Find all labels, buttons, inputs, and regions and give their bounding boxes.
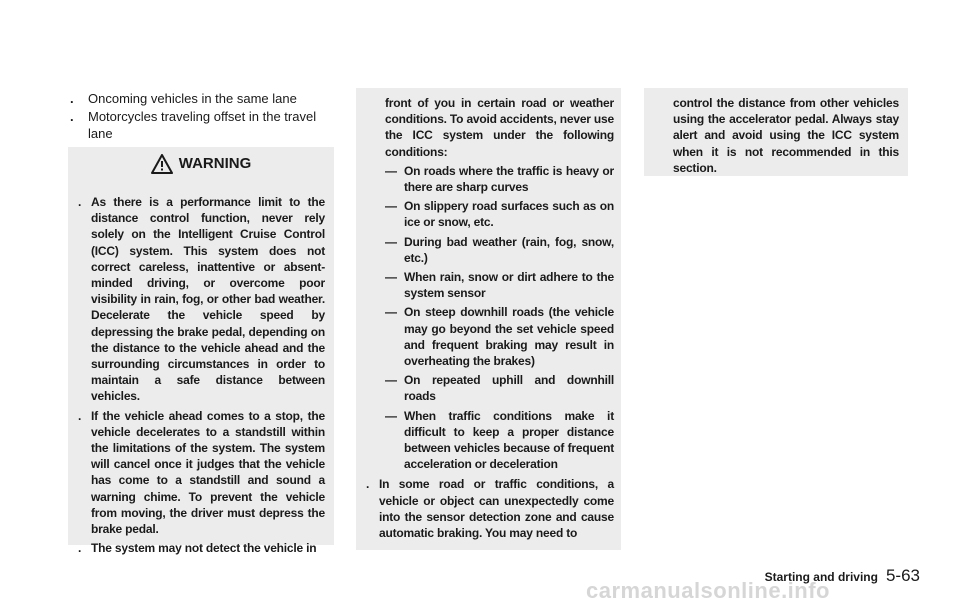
list-item (366, 234, 614, 266)
list-item (78, 408, 325, 538)
dash-mark: — (385, 270, 397, 285)
condition-text: On slippery road surfaces such as on ice or snow, etc. (404, 199, 614, 230)
list-item (366, 198, 614, 230)
dash-mark: — (385, 373, 397, 388)
bullet-mark: . (70, 91, 74, 106)
page-number: 5-63 (885, 566, 920, 585)
intro-bullet-list (68, 90, 338, 143)
dash-mark: — (385, 199, 397, 214)
warning-box-continued (356, 88, 621, 550)
list-item (366, 476, 614, 541)
dash-mark: — (385, 408, 397, 423)
list-item (366, 408, 614, 473)
list-item (78, 194, 325, 405)
bullet-mark: . (70, 109, 74, 124)
condition-text: On repeated uphill and downhill roads (404, 373, 614, 404)
dash-mark: — (385, 305, 397, 320)
bullet-mark: . (78, 408, 82, 423)
warning-continuation (366, 95, 614, 541)
bullet-text: In some road or traffic conditions, a vehicle or object can unexpectedly come into the sensor detection zone and cause automatic braking. You may need to (379, 477, 614, 541)
bullet-text: As there is a performance limit to the distance control function, never rely solely on the Intelligent Cruise Control (ICC) system. This system does not correct careless, inattentive or absent-minded driving, or overcome poor visibility in rain, fog, or other bad weather. Decelerate the vehicle speed by depressing the brake pedal, depending on the distance to the vehicle ahead and the surrounding circumstances in order to maintain a safe distance between vehicles. (91, 195, 325, 404)
warning-end-text: control the distance from other vehicles using the accelerator pedal. Always stay alert and avoid using the ICC system when it is not recommended in this section. (673, 96, 899, 175)
bullet-text: The system may not detect the vehicle in (91, 541, 317, 556)
list-item (68, 90, 338, 107)
bullet-text: If the vehicle ahead comes to a stop, the vehicle decelerates to a standstill within the limitations of the system. The system will cancel once it judges that the vehicle has come to a standstill and sound a warning chime. To prevent the vehicle from moving, the driver must depress the brake pedal. (91, 408, 325, 537)
section-title: Starting and driving (764, 570, 878, 584)
conditions-list (366, 163, 614, 473)
warning-header (68, 147, 334, 181)
condition-text: On roads where the traffic is heavy or there are sharp curves (404, 163, 614, 195)
warning-triangle-icon (151, 154, 173, 174)
list-item (366, 269, 614, 301)
bullet-text: Oncoming vehicles in the same lane (88, 91, 297, 106)
list-item (68, 108, 338, 142)
dash-mark: — (385, 163, 397, 178)
warning-bullet-list-2 (366, 476, 614, 541)
list-item (366, 163, 614, 195)
condition-text: During bad weather (rain, fog, snow, etc.) (404, 234, 614, 265)
condition-text: On steep downhill roads (the vehicle may go beyond the set vehicle speed and frequent braking may result in overheating the brakes) (404, 305, 614, 369)
warning-bullet-list (78, 194, 325, 559)
condition-text: When traffic conditions make it difficult to keep a proper distance between vehicles because of frequent acceleration or deceleration (404, 408, 614, 472)
bullet-mark: . (78, 541, 82, 556)
bullet-mark: . (78, 195, 82, 209)
bullet-mark: . (366, 477, 370, 492)
warning-title: WARNING (178, 154, 252, 172)
list-item (78, 540, 325, 556)
continuation-text: front of you in certain road or weather conditions. To avoid accidents, never use the ICC system under the following conditions: (385, 96, 614, 159)
condition-text: When rain, snow or dirt adhere to the system sensor (404, 270, 614, 301)
list-item (366, 372, 614, 404)
warning-box-end (644, 88, 908, 176)
dash-mark: — (385, 234, 397, 249)
bullet-text: Motorcycles traveling offset in the travel lane (88, 109, 317, 141)
warning-box (68, 147, 334, 556)
watermark: carmanualsonline.info (586, 578, 830, 603)
list-item (366, 304, 614, 369)
